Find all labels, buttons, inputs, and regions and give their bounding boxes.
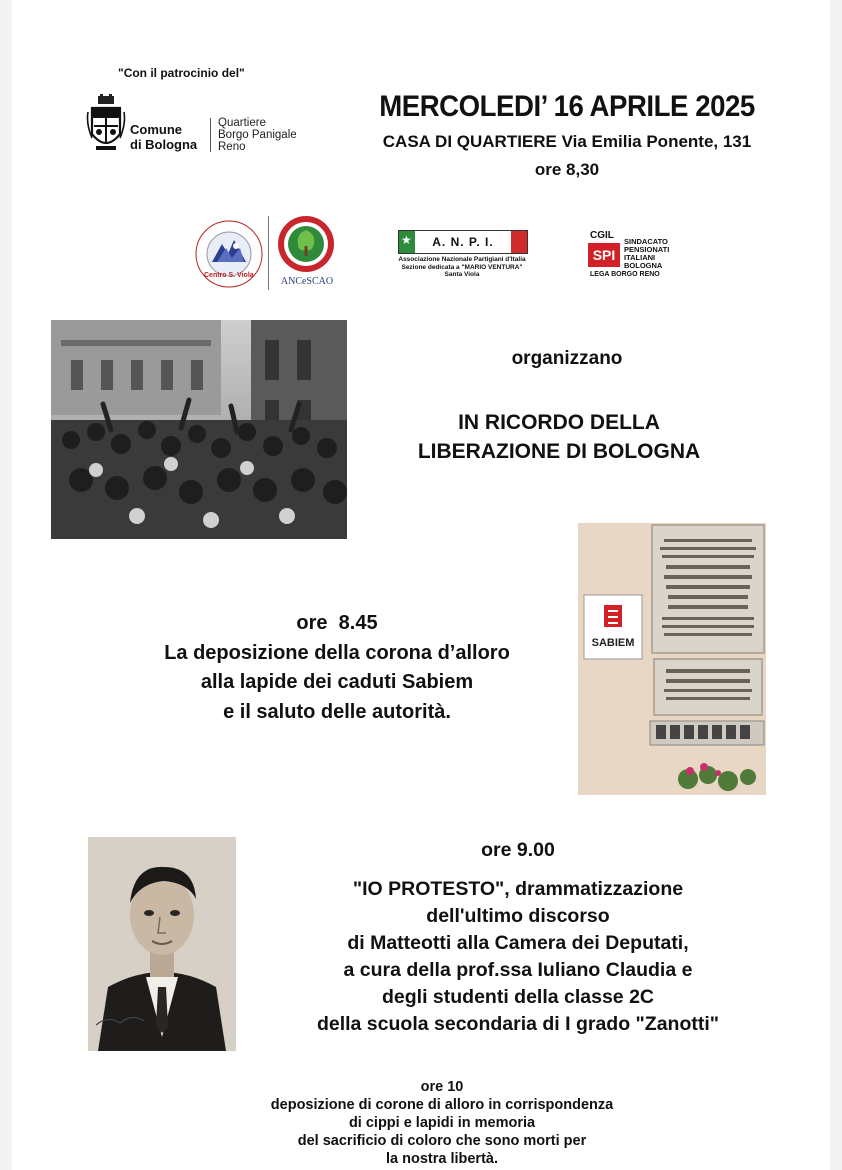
ore10-line4: la nostra libertà. [385,1151,498,1167]
ore10-time: ore 10 [420,1079,464,1095]
event-venue: CASA DI QUARTIERE Via Emilia Ponente, 131 [382,132,752,151]
protesto-block [258,837,778,1038]
matteotti-portrait-photo [88,837,236,1051]
protesto-line1: "IO PROTESTO", drammatizzazione [352,878,684,900]
spi-text [624,238,669,270]
ore10-line3: del sacrificio di coloro che sono morti per [297,1133,587,1149]
liberation-crowd-photo [51,320,347,539]
event-time: ore 8,30 [534,160,600,179]
ore10-line1: deposizione di corone di alloro in corrispondenza [270,1097,614,1113]
protesto-line6: della scuola secondaria di I grado "Zanotti" [316,1013,720,1035]
sabiem-sign-label: SABIEM [591,637,635,649]
quartiere-line2: Borgo Panigale [218,129,297,141]
anpi-sub2: Sezione dedicata a "MARIO VENTURA" [401,263,523,271]
quartiere-line1: Quartiere [218,117,266,129]
logo-divider [268,216,269,290]
flyer-page [12,0,830,1170]
protesto-time: ore 9.00 [481,839,555,861]
ricordo-title [384,408,734,466]
star-icon: ★ [401,233,412,247]
quartiere-label [218,117,297,153]
comune-line2: di Bologna [130,137,198,152]
spi-text1: SINDACATO [624,237,668,246]
ancescao-label: ANCeSCAO [280,276,334,287]
patrocinio-text: "Con il patrocinio del" [118,66,245,80]
deposizione-line2: alla lapide dei caduti Sabiem [200,671,474,693]
quartiere-line3: Reno [218,141,246,153]
anpi-subtitle [394,256,530,279]
spi-text4: BOLOGNA [624,261,663,270]
cgil-label: CGIL [590,230,614,241]
protesto-line3: di Matteotti alla Camera dei Deputati, [347,932,689,954]
deposizione-block [117,609,557,727]
centro-sociale-label: Centro S. Viola [204,272,254,279]
spi-text3: ITALIANI [624,253,656,262]
spi-lega: LEGA BORGO RENO [590,271,660,278]
anpi-red-band [511,231,527,253]
anpi-sub3: Santa Viola [444,271,480,278]
ricordo-line2: LIBERAZIONE DI BOLOGNA [417,440,701,463]
comune-label [130,122,197,152]
protesto-line2: dell'ultimo discorso [426,905,610,927]
comune-line1: Comune [130,122,182,137]
ore10-block [202,1078,682,1168]
organizzano-label: organizzano [511,348,623,369]
ore10-line2: di cippi e lapidi in memoria [348,1115,536,1131]
protesto-line5: degli studenti della classe 2C [381,986,654,1008]
spi-badge: SPI [588,243,620,267]
anpi-flag [398,230,528,254]
deposizione-line1: La deposizione della corona d’alloro [164,641,510,664]
quartiere-divider [210,118,211,152]
spi-text2: PENSIONATI [624,245,670,254]
event-date: MERCOLEDI’ 16 APRILE 2025 [379,90,755,123]
comune-bologna-crest-icon [86,94,126,156]
anpi-title: A. N. P. I. [415,231,511,253]
centro-sociale-logo-icon [192,218,266,290]
ancescao-logo-icon [276,214,336,274]
deposizione-line3: e il saluto delle autorità. [223,700,451,723]
sabiem-memorial-photo [578,523,766,795]
anpi-sub1: Associazione Nazionale Partigiani d'Italia [398,256,526,263]
deposizione-time: ore 8.45 [296,612,378,634]
anpi-green-band [399,231,415,253]
protesto-line4: a cura della prof.ssa Iuliano Claudia e [343,959,693,981]
ricordo-line1: IN RICORDO DELLA [458,411,660,434]
